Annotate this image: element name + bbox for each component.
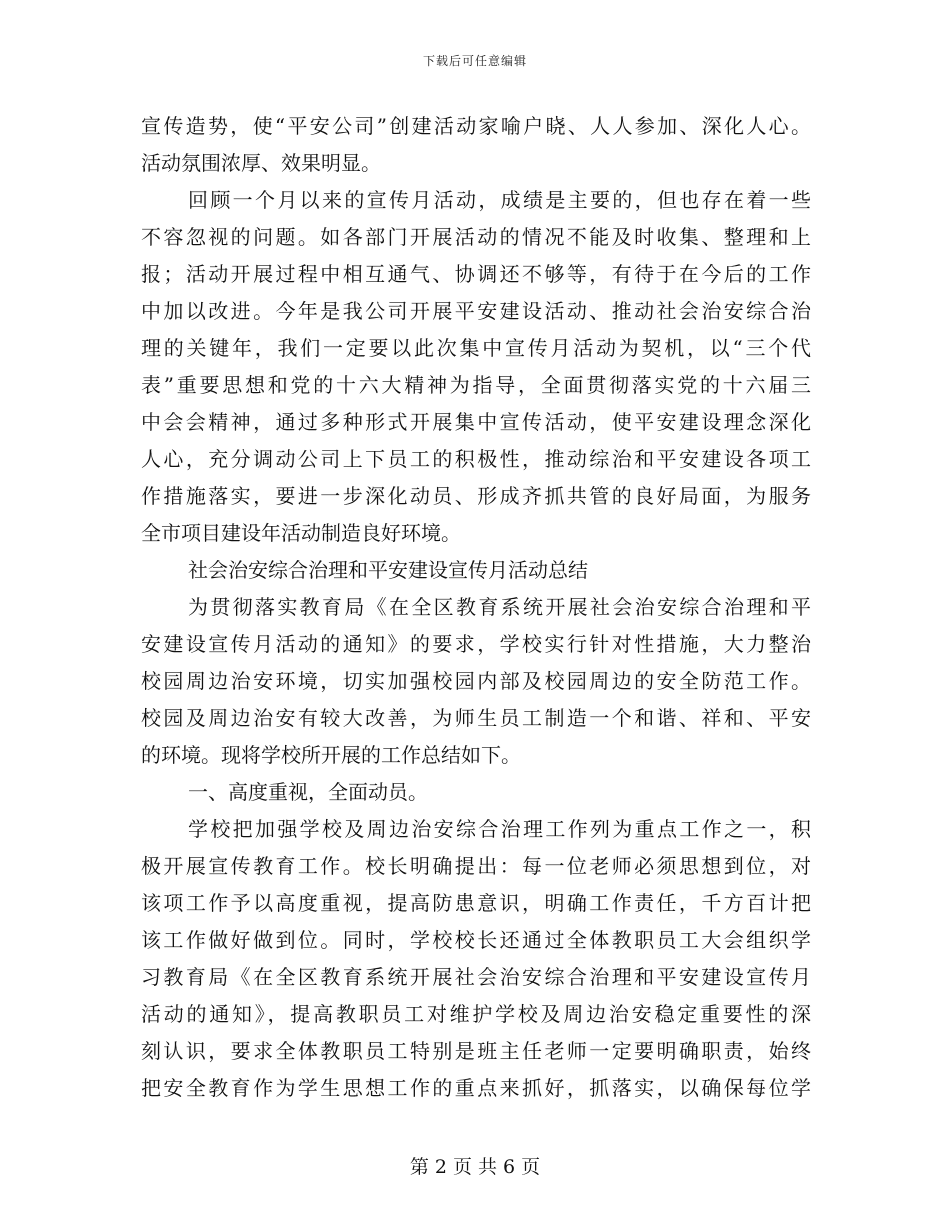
- text-line: 回顾一个月以来的宣传月活动，成绩是主要的，但也存在着一些: [188, 188, 811, 212]
- text-line: 校园周边治安环境，切实加强校园内部及校园周边的安全防范工作。: [141, 669, 811, 693]
- text-line: 活动的通知》，提高教职员工对维护学校及周边治安稳定重要性的深: [141, 1002, 811, 1026]
- text-line: 作措施落实，要进一步深化动员、形成齐抓共管的良好局面，为服务: [141, 484, 811, 508]
- text-line: 中加以改进。今年是我公司开展平安建设活动、推动社会治安综合治: [141, 299, 811, 323]
- text-line: 报；活动开展过程中相互通气、协调还不够等，有待于在今后的工作: [141, 262, 811, 286]
- text-line: 表”重要思想和党的十六大精神为指导，全面贯彻落实党的十六届三: [141, 373, 811, 397]
- text-line: 的环境。现将学校所开展的工作总结如下。: [141, 743, 521, 767]
- text-line: 校园及周边治安有较大改善，为师生员工制造一个和谐、祥和、平安: [141, 706, 811, 730]
- text-line: 刻认识，要求全体教职员工特别是班主任老师一定要明确职责，始终: [141, 1039, 811, 1063]
- text-line: 把安全教育作为学生思想工作的重点来抓好，抓落实，以确保每位学: [141, 1076, 811, 1100]
- text-line: 习教育局《在全区教育系统开展社会治安综合治理和平安建设宣传月: [141, 965, 811, 989]
- subsection-heading: 一、高度重视，全面动员。: [188, 780, 428, 804]
- text-line: 为贯彻落实教育局《在全区教育系统开展社会治安综合治理和平: [188, 595, 811, 619]
- text-line: 活动氛围浓厚、效果明显。: [141, 151, 381, 175]
- text-line: 安建设宣传月活动的通知》的要求，学校实行针对性措施，大力整治: [141, 632, 811, 656]
- text-line: 人心，充分调动公司上下员工的积极性，推动综治和平安建设各项工: [141, 447, 811, 471]
- page-header: 下载后可任意编辑: [422, 54, 527, 68]
- page-number: 第 2 页 共 6 页: [409, 1156, 541, 1178]
- text-line: 全市项目建设年活动制造良好环境。: [141, 521, 461, 545]
- text-line: 学校把加强学校及周边治安综合治理工作列为重点工作之一，积: [188, 817, 811, 841]
- text-line: 极开展宣传教育工作。校长明确提出：每一位老师必须思想到位，对: [141, 854, 811, 878]
- text-line: 不容忽视的问题。如各部门开展活动的情况不能及时收集、整理和上: [141, 225, 811, 249]
- text-line: 该工作做好做到位。同时，学校校长还通过全体教职员工大会组织学: [141, 928, 811, 952]
- text-line: 宣传造势，使“平安公司”创建活动家喻户晓、人人参加、深化人心。: [141, 114, 811, 138]
- text-line: 该项工作予以高度重视，提高防患意识，明确工作责任，千方百计把: [141, 891, 811, 915]
- text-line: 理的关键年，我们一定要以此次集中宣传月活动为契机，以“三个代: [141, 336, 811, 360]
- document-body: [141, 108, 811, 1107]
- text-line: 中会会精神，通过多种形式开展集中宣传活动，使平安建设理念深化: [141, 410, 811, 434]
- section-title: 社会治安综合治理和平安建设宣传月活动总结: [188, 558, 588, 582]
